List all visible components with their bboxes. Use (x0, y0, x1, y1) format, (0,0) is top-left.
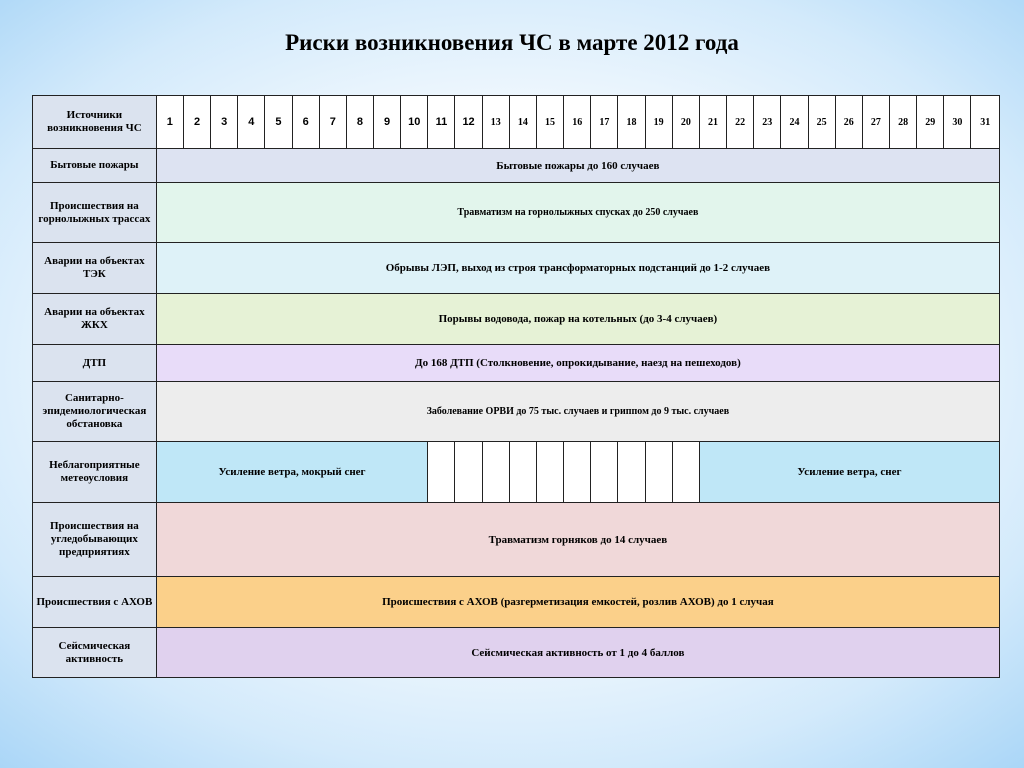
day-header: 4 (238, 96, 265, 149)
empty-day-cell (509, 442, 536, 503)
day-header: 8 (346, 96, 373, 149)
row-source-label: Происшествия на горнолыжных трассах (33, 183, 157, 243)
row-risk-text: Порывы водовода, пожар на котельных (до 3-4 случаев) (156, 294, 999, 345)
row-risk-text: До 168 ДТП (Столкновение, опрокидывание, наезд на пешеходов) (156, 345, 999, 382)
row-risk-text: Травматизм горняков до 14 случаев (156, 503, 999, 577)
day-header: 20 (672, 96, 699, 149)
table-row (33, 183, 1000, 243)
day-header: 13 (482, 96, 509, 149)
row-risk-text: Заболевание ОРВИ до 75 тыс. случаев и гриппом до 9 тыс. случаев (156, 382, 999, 442)
empty-day-cell (482, 442, 509, 503)
day-header: 15 (536, 96, 563, 149)
source-column-header: Источники возникновения ЧС (33, 96, 157, 149)
day-header: 23 (754, 96, 781, 149)
row-source-label: Происшествия с АХОВ (33, 577, 157, 628)
day-header: 7 (319, 96, 346, 149)
header-row (33, 96, 1000, 149)
day-header: 29 (917, 96, 944, 149)
day-header: 10 (401, 96, 428, 149)
page-title: Риски возникновения ЧС в марте 2012 года (285, 30, 739, 55)
row-source-label: Аварии на объектах ТЭК (33, 243, 157, 294)
row-source-label: Происшествия на угледобывающих предприятиях (33, 503, 157, 577)
day-header: 16 (564, 96, 591, 149)
empty-day-cell (618, 442, 645, 503)
empty-day-cell (591, 442, 618, 503)
empty-day-cell (645, 442, 672, 503)
day-header: 26 (835, 96, 862, 149)
day-header: 2 (183, 96, 210, 149)
day-header: 6 (292, 96, 319, 149)
table-row (33, 577, 1000, 628)
row-risk-text: Бытовые пожары до 160 случаев (156, 149, 999, 183)
row-risk-text: Обрывы ЛЭП, выход из строя трансформаторных подстанций до 1-2 случаев (156, 243, 999, 294)
row-source-label: Аварии на объектах ЖКХ (33, 294, 157, 345)
row-risk-text: Происшествия с АХОВ (разгерметизация емкостей, розлив АХОВ) до 1 случая (156, 577, 999, 628)
row-risk-text-left: Усиление ветра, мокрый снег (156, 442, 428, 503)
table-row (33, 345, 1000, 382)
empty-day-cell (564, 442, 591, 503)
table-row (33, 628, 1000, 678)
empty-day-cell (672, 442, 699, 503)
table-row (33, 149, 1000, 183)
day-header: 25 (808, 96, 835, 149)
day-header: 17 (591, 96, 618, 149)
day-header: 1 (156, 96, 183, 149)
table-row (33, 442, 1000, 503)
row-risk-text: Сейсмическая активность от 1 до 4 баллов (156, 628, 999, 678)
table-row (33, 503, 1000, 577)
day-header: 9 (374, 96, 401, 149)
table-row (33, 294, 1000, 345)
day-header: 24 (781, 96, 808, 149)
row-source-label: Сейсмическая активность (33, 628, 157, 678)
day-header: 18 (618, 96, 645, 149)
day-header: 27 (862, 96, 889, 149)
row-risk-text-right: Усиление ветра, снег (699, 442, 999, 503)
empty-day-cell (428, 442, 455, 503)
row-source-label: ДТП (33, 345, 157, 382)
day-header: 19 (645, 96, 672, 149)
row-source-label: Санитарно-эпидемиологическая обстановка (33, 382, 157, 442)
day-header: 21 (699, 96, 726, 149)
day-header: 3 (211, 96, 238, 149)
day-header: 5 (265, 96, 292, 149)
table-row (33, 243, 1000, 294)
row-risk-text: Травматизм на горнолыжных спусках до 250 случаев (156, 183, 999, 243)
day-header: 11 (428, 96, 455, 149)
day-header: 12 (455, 96, 482, 149)
row-source-label: Бытовые пожары (33, 149, 157, 183)
day-header: 14 (509, 96, 536, 149)
empty-day-cell (536, 442, 563, 503)
table-row (33, 382, 1000, 442)
empty-day-cell (455, 442, 482, 503)
day-header: 22 (727, 96, 754, 149)
row-source-label: Неблагоприятные метеоусловия (33, 442, 157, 503)
day-header: 30 (944, 96, 971, 149)
day-header: 31 (971, 96, 1000, 149)
day-header: 28 (889, 96, 916, 149)
risk-table (32, 95, 1000, 678)
